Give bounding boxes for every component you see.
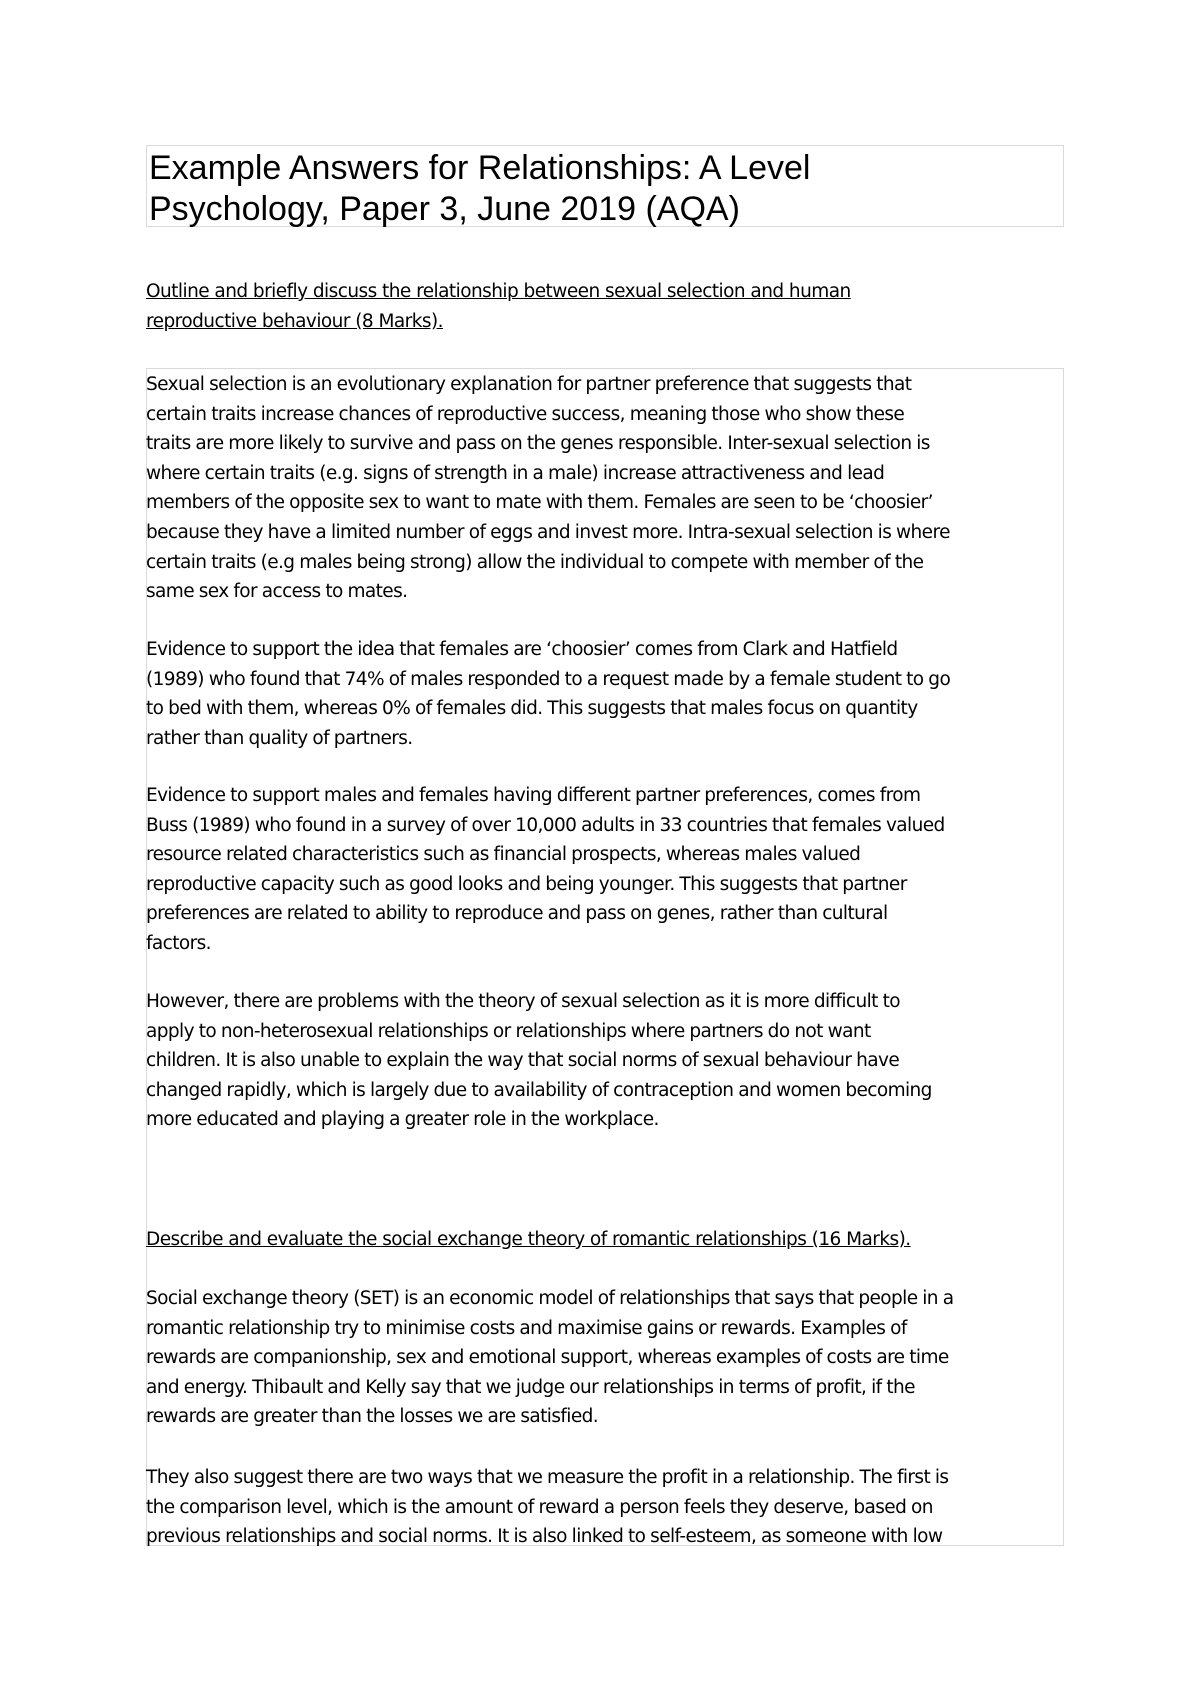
answer-paragraph: [146, 370, 1064, 607]
answer-paragraph: [146, 635, 1064, 753]
title-line: Psychology, Paper 3, June 2019 (AQA): [149, 190, 740, 228]
paragraph-line: rewards are companionship, sex and emotional support, whereas examples of costs are time: [146, 1347, 949, 1369]
paragraph-line: Evidence to support the idea that females are ‘choosier’ comes from Clark and Hatfield: [146, 639, 898, 660]
paragraph-line: romantic relationship try to minimise costs and maximise gains or rewards. Examples of: [146, 1317, 907, 1339]
question-2-heading: [146, 1225, 1066, 1255]
paragraph-line: certain traits increase chances of reproductive success, meaning those who show these: [146, 403, 905, 425]
title-box: [146, 145, 1064, 227]
paragraph-line: children. It is also unable to explain the way that social norms of sexual behaviour have: [146, 1050, 900, 1072]
paragraph-line: rather than quality of partners.: [146, 727, 413, 749]
paragraph-line: Evidence to support males and females having different partner preferences, comes from: [146, 785, 921, 806]
paragraph-line: rewards are greater than the losses we are satisfied.: [146, 1406, 599, 1428]
paragraph-line: same sex for access to mates.: [146, 581, 408, 603]
question-1-heading: [146, 277, 1066, 337]
paragraph-line: previous relationships and social norms. It is also linked to self-esteem, as someone with low: [146, 1526, 943, 1548]
paragraph-line: because they have a limited number of eggs and invest more. Intra-sexual selection is where: [146, 521, 950, 543]
question-line: Outline and briefly discuss the relationship between sexual selection and human: [146, 281, 851, 302]
document-title: [149, 148, 1061, 230]
answer-paragraph: [146, 1284, 1064, 1432]
answer-paragraph: [146, 987, 1064, 1135]
answer-paragraph: [146, 781, 1064, 959]
paragraph-line: reproductive capacity such as good looks and being younger. This suggests that partner: [146, 873, 907, 895]
paragraph-line: where certain traits (e.g. signs of strength in a male) increase attractiveness and lead: [146, 462, 885, 484]
paragraph-line: and energy. Thibault and Kelly say that we judge our relationships in terms of profit, if the: [146, 1376, 915, 1398]
paragraph-line: (1989) who found that 74% of males responded to a request made by a female student to go: [146, 668, 951, 690]
paragraph-line: the comparison level, which is the amount of reward a person feels they deserve, based on: [146, 1496, 933, 1518]
paragraph-line: members of the opposite sex to want to mate with them. Females are seen to be ‘choosier’: [146, 492, 933, 514]
paragraph-line: resource related characteristics such as financial prospects, whereas males valued: [146, 844, 861, 866]
paragraph-line: apply to non-heterosexual relationships or relationships where partners do not want: [146, 1020, 871, 1042]
paragraph-line: However, there are problems with the theory of sexual selection as it is more difficult to: [146, 991, 900, 1012]
answer-paragraph: [146, 1463, 1064, 1552]
paragraph-line: more educated and playing a greater role in the workplace.: [146, 1109, 659, 1131]
paragraph-line: factors.: [146, 932, 211, 954]
paragraph-line: certain traits (e.g males being strong) allow the individual to compete with member of the: [146, 551, 924, 573]
title-line: Example Answers for Relationships: A Level: [149, 149, 811, 187]
paragraph-line: Buss (1989) who found in a survey of over 10,000 adults in 33 countries that females valued: [146, 814, 945, 836]
paragraph-line: Sexual selection is an evolutionary explanation for partner preference that suggests that: [146, 374, 912, 395]
paragraph-line: traits are more likely to survive and pass on the genes responsible. Inter-sexual selection is: [146, 433, 930, 455]
paragraph-line: They also suggest there are two ways that we measure the profit in a relationship. The first is: [146, 1467, 949, 1488]
paragraph-line: to bed with them, whereas 0% of females did. This suggests that males focus on quantity: [146, 698, 918, 720]
paragraph-line: changed rapidly, which is largely due to availability of contraception and women becoming: [146, 1079, 932, 1101]
paragraph-line: preferences are related to ability to reproduce and pass on genes, rather than cultural: [146, 903, 888, 925]
question-line: Describe and evaluate the social exchange theory of romantic relationships (16 Marks).: [146, 1229, 911, 1250]
question-line: reproductive behaviour (8 Marks).: [146, 311, 443, 332]
paragraph-line: Social exchange theory (SET) is an economic model of relationships that says that people in a: [146, 1288, 954, 1309]
